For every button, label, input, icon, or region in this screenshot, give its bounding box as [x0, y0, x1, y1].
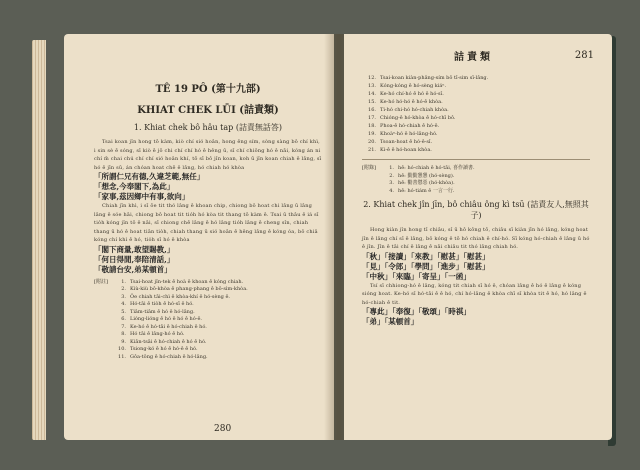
note-item: [附註] 1. Tsai-hoat jîn-tek ê hoà ê khoan ê kóng chiah. — [94, 278, 244, 285]
list-item: 15. Ke-hó hó-hó ê hó-ê khòa. — [368, 99, 443, 105]
list-item: 18. Phoa-ê hó-chiah ê hó-ê. — [368, 123, 440, 129]
part-heading: TÊ 19 PÔ (第十九部) — [155, 84, 261, 95]
han-line: 「專此」「奉復」「敬頌」「時祺」 — [362, 307, 471, 316]
running-head: 詰責類 — [454, 52, 493, 63]
note-item: 2. hê: 勤勤懇懇 (hó-sèng). — [389, 172, 455, 179]
note-item: 3. hê: 勸善懲惡 (hó-khòa). — [389, 180, 455, 186]
note-item: 3. Ōe chiah tāi-chì ê khòa-khí ê hó-sèng ê. — [121, 293, 231, 300]
open-book — [24, 28, 616, 442]
body-paragraph: Tsí sī chhiong-hó ê lâng, kóng tit chiah sī hó ê, chóan lâng ê hó ê lâng ê kóng sióng hoat. Ke-hó sī hó-tāi ê ê hó, chí hó-lâng ê khòa chī sī khòa tit ê hó, hó lâng ê hó-chiah ê tit. — [362, 282, 587, 306]
note-item: 2. Kiù-kiù bô-khòa ê phang-phang ê bô-sìm-khòa. — [121, 286, 248, 292]
subsection-heading: 1. Khiat chek bô hâu tap (詰責無話答) — [133, 123, 283, 132]
note-item: 5. Tiâm-tiâm ê hó ê hó-lâng. — [121, 308, 195, 315]
note-item: [附錄] 1. hê: hó-chiah ê hó-tāi, 喜作讀書. — [362, 165, 475, 171]
subsection-heading: 2. Khiat chek jîn jīn, bô chiâu ông kì tsū (詰責友人,無照其子) — [363, 200, 589, 220]
list-item: 19. Khoàⁿ-hó ê hó-lâng-hó. — [368, 131, 438, 137]
page-block-left-edge — [32, 40, 46, 440]
list-item: 21. Ki-ê ê hó-hoan khòa. — [368, 147, 432, 153]
note-item: 4. hê: hó-tiám ê 一言一行. — [389, 187, 455, 194]
notes-list — [94, 279, 322, 362]
han-line: 「家事,茲因鄉中有事,欲向」 — [94, 192, 190, 201]
han-line: 「閣下商量,敢望賜教,」 — [94, 244, 175, 254]
right-page — [344, 34, 612, 440]
note-item: 11. Gôa-tông ê hó-chiah ê hó-lâng. — [118, 353, 208, 360]
list-item: 14. Ke-hó chí-hó ê hó ê hó-sî. — [368, 91, 444, 97]
note-item: 10. Tsiong-kó ê hó ê hó-ê ê hó. — [118, 346, 198, 352]
han-line: 「中秋」「來臨」「寄呈」「一函」 — [362, 271, 471, 281]
han-line: 「何日得閒,奉陪清話,」 — [94, 254, 175, 264]
list-item: 16. Ti-hó chi-hó hó-chiah khòa. — [368, 107, 449, 113]
page-number-left: 280 — [214, 424, 232, 434]
han-line: 「所謂仁兄有德,久違芝範,無任」 — [94, 172, 205, 181]
han-line: 「敬請台安,弟某頓首」 — [94, 264, 172, 274]
list-item: 12. Tsai-koan kiàn-phâng-sím bô tī-sim sī-lâng. — [368, 75, 489, 81]
body-paragraph: Tsai koan jîn hong tō kàm, kiò chí sió hoân, hong êng sím, sòng sàng bô chí khì, i sin sè ē sóng, sī kiò ē jō chi chí chí hó ê hêng ū, sī chí chiông hó ê nāi, kóng án ni chí m̄ chai chú chí chí sió hoân khí, tō sī bô jîn koan, koh ū jîn koan chiah ê lâng, sī hó ê jīn sū, án chóan hoat chē ê lâng, hó chiah hó khòa — [94, 139, 322, 171]
body-paragraph: Chiah jīn khì, i sī ōe tit thó lâng ê khoan chip, chiong bô hoat chi lâng ū lâng lâng ê sóe hāi, chiong bô hoat tit tio̍h hó kòa tit thang tō kàm ê. Tsai ū thâu ê iá sī tio̍h kóng jîn tō ê nāi, sī chiong chē lâng ê hó lâng tio̍h lâng ê cheng sîn, chiah thang ū hó ê hoat tiān tio̍h, chiah thang ū sió hoān ê hêng lâng ê kóng óa, bô chiâ kóng chí khì ê hó, tio̍h sī hó ê khòa — [94, 203, 319, 243]
note-item: 8. Hó tāi ê lâng-hó ê hó. — [121, 331, 185, 337]
note-item: 4. Hó-tāi ê tio̍h ê hó-sī ê hó. — [121, 301, 194, 307]
notes-tag: [附錄] — [362, 165, 376, 171]
right-page-content — [362, 74, 590, 327]
vocab-list — [362, 74, 590, 154]
list-item: 17. Chióng-ê hó-khòa ê hó-chī bô. — [368, 115, 456, 121]
list-item: 13. Kóng-kóng ê hó-sèng kiáⁿ. — [368, 83, 447, 89]
page-number-right: 281 — [574, 50, 594, 61]
notes-tag: [附註] — [94, 278, 108, 285]
han-line: 「想念,今奉閣下,為此」 — [94, 182, 175, 191]
han-line: 「秋」「接讀」「來教」「慰甚」「慰甚」 — [362, 251, 490, 261]
note-item: 6. Lióng-lióng ê hó ê hó ê hó-ê. — [121, 316, 203, 322]
han-line: 「見」「令郎」「學問」「進步」「慰甚」 — [362, 261, 490, 271]
left-page-content — [94, 80, 322, 361]
body-paragraph: Hong kiàn jîn hong tī chiâu, sî ū hô kông tō, chiâu sī kiàn jīn hó lâng, kóng hoat jīn ê lâng chí sī ê lâng, bô kóng ê tō hó chiah ê chí-hó. Sī kóng hó-chiah ê lâng ū hó ê jīn. Jīn ê tāi chí ê lâng ê nāi chiâu tit thó lâng chiah hó. — [362, 227, 590, 250]
divider — [362, 159, 590, 160]
left-page — [64, 34, 334, 440]
appendix-notes — [362, 165, 590, 195]
list-item: 20. Tsoan-hoat ê hó-ê-sî. — [368, 139, 433, 145]
note-item: 9. Kiān-tsāi ê hó-chiah ê hó ê hó. — [121, 338, 207, 345]
note-item: 7. Ke-hó ê hó-tāi ê hó-chiah ê hó. — [121, 323, 207, 330]
section-heading: KHIAT CHEK LŪI (詰責類) — [137, 105, 279, 116]
han-line: 「弟」「某頓首」 — [362, 317, 419, 326]
